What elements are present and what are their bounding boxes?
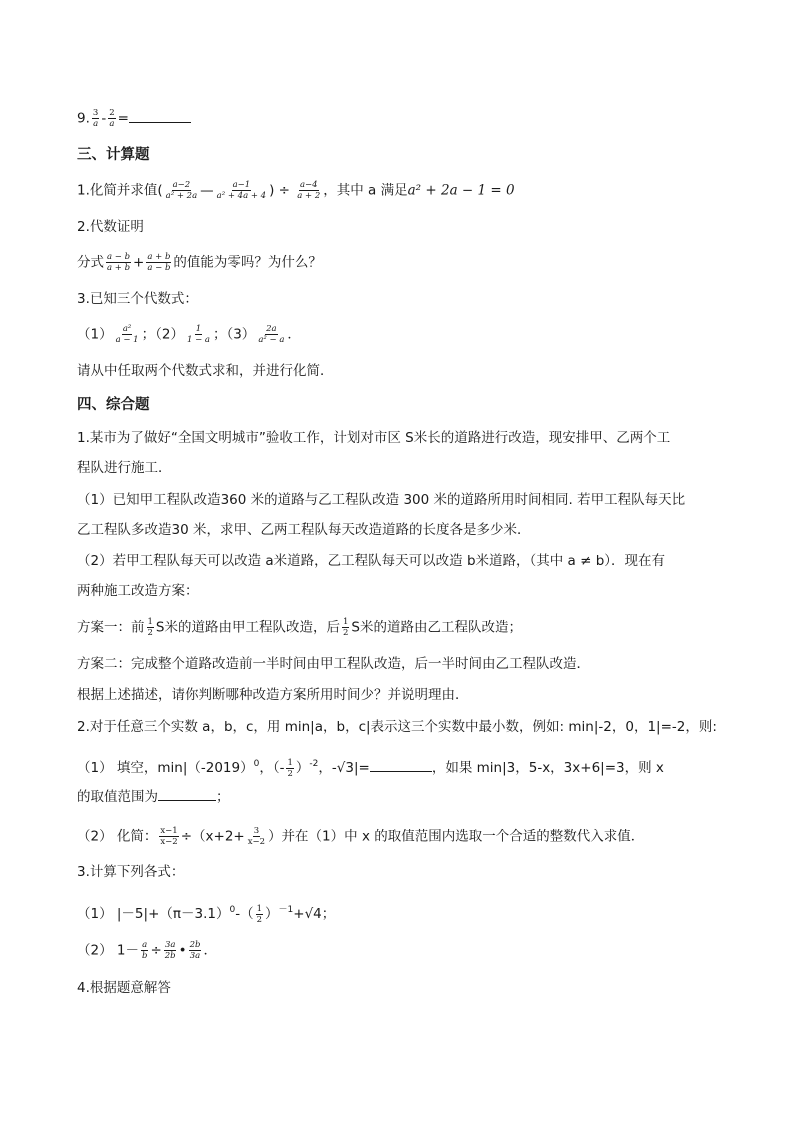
condition-equation: a² + 2a − 1 = 0 <box>407 182 515 199</box>
fraction-half: $\frac{1}{2}$ <box>343 617 349 638</box>
fraction: $\frac{\text{a²}}{a - 1}$ <box>115 324 139 345</box>
fraction: $\frac{3a}{2b}$ <box>164 940 176 961</box>
calc-question-1: 1.化简并求值( $\frac{a-2}{\text{a² + 2a}}$ — $\frac{a-1}{\text{a² + 4a + 4}}$ ) ÷ $\frac{a-4}{a + 2}$ ，其中 a 满足a² + 2a − 1 = 0 <box>77 180 515 201</box>
comp-q1-line-4: 乙工程队多改造30 米，求甲、乙两工程队每天改造道路的长度各是多少米． <box>77 522 531 538</box>
fraction: $\frac{a-1}{\text{a² + 4a + 4}}$ <box>216 180 267 201</box>
comp-q1-plan-2: 方案二：完成整个道路改造前一半时间由甲工程队改造，后一半时间由乙工程队改造． <box>77 656 590 672</box>
section-heading-calculation: 三、计算题 <box>77 147 150 163</box>
q9-label: 9. <box>77 110 90 127</box>
comp-q4-title: 4.根据题意解答 <box>77 980 171 996</box>
comp-q2-range: 的取值范围为 ； <box>77 789 230 805</box>
comp-q3-part-2: （2） 1－ $\frac{a}{b}$ ÷ $\frac{3a}{2b}$ • $\frac{2b}{3a}$ ． <box>77 940 217 961</box>
fraction: $\frac{a + b}{a - b}$ <box>147 252 171 273</box>
fraction: $\frac{a - b}{a + b}$ <box>107 252 131 273</box>
comp-q3-part-1: （1） $|-5|+(\pi-3.1)^0-$（ $\frac{1}{2}$ ）$^{-1}$+√4； <box>77 903 336 925</box>
comp-q2-line-1: 2.对于任意三个实数 a，b，c，用 min|a，b，c|表示这三个实数中最小数，例如: min|-2，0，1|=-2，则: <box>77 719 717 735</box>
fraction: $\frac{a-2}{\text{a² + 2a}}$ <box>165 180 198 201</box>
calc-question-3-expressions: （1） $\frac{\text{a²}}{a - 1}$ ；（2） $\frac{1}{1 - a}$ ；（3） $\frac{2a}{\text{a² − a}}$ ． <box>77 324 301 345</box>
fraction: $\frac{2b}{3a}$ <box>189 940 201 961</box>
fraction-half: $\frac{1}{2}$ <box>287 757 293 779</box>
fraction-half: $\frac{1}{2}$ <box>256 903 263 925</box>
fraction-half: $\frac{1}{2}$ <box>147 617 153 638</box>
calc-question-3-title: 3.已知三个代数式： <box>77 291 198 307</box>
section-heading-comprehensive: 四、综合题 <box>77 397 150 413</box>
comp-q1-ask: 根据上述描述，请你判断哪种改造方案所用时间少？并说明理由． <box>77 687 469 703</box>
comp-q1-line-1: 1.某市为了做好“全国文明城市”验收工作，计划对市区 S米长的道路进行改造，现安排甲、乙两个工 <box>77 430 671 446</box>
answer-blank[interactable] <box>158 788 216 801</box>
answer-blank[interactable] <box>370 759 432 772</box>
fraction: $\frac{x-1}{x-2}$ <box>160 826 178 847</box>
comp-q1-plan-1: 方案一：前 $\frac{1}{2}$ S米的道路由甲工程队改造，后 $\frac{1}{2}$ S米的道路由乙工程队改造； <box>77 617 522 638</box>
fraction: $\frac{a-4}{a + 2}$ <box>297 180 321 201</box>
comp-q2-simplify: （2） 化简： $\frac{x-1}{x-2}$ ÷（x+2+ $\frac{3}{x-2}$ ）并在（1）中 x 的取值范围内选取一个合适的整数代入求值． <box>77 826 645 847</box>
calc-question-2-body: 分式 $\frac{a - b}{a + b}$ + $\frac{a + b}{a - b}$ 的值能为零吗？为什么？ <box>77 252 322 273</box>
comp-q1-line-5: （2）若甲工程队每天可以改造 a米道路，乙工程队每天可以改造 b米道路，（其中 a ≠ b）．现在有 <box>77 553 666 569</box>
answer-blank[interactable] <box>129 110 191 123</box>
question-9: 9. $\frac{3}{a}$ - $\frac{2}{a}$ = <box>77 108 191 129</box>
fraction: $\frac{a}{b}$ <box>141 940 148 961</box>
fraction: $\frac{2a}{\text{a² − a}}$ <box>258 324 285 345</box>
q9-fraction-2: $\frac{2}{a}$ <box>109 108 115 129</box>
comp-q1-line-3: （1）已知甲工程队改造360 米的道路与乙工程队改造 300 米的道路所用时间相同. 若甲工程队每天比 <box>77 492 686 508</box>
fraction: $\frac{1}{1 - a}$ <box>186 324 210 345</box>
comp-q1-line-6: 两种施工改造方案： <box>77 583 199 599</box>
comp-q2-fill: （1） 填空，$\min|(-2019)^0$，（- $\frac{1}{2}$ ）$^{-2}$，-√3|= ，如果 min|3，5-x，3x+6|=3，则 x <box>77 757 664 779</box>
calc-question-3-ask: 请从中任取两个代数式求和，并进行化简． <box>77 363 334 379</box>
calc-question-2-title: 2.代数证明 <box>77 219 144 235</box>
comp-q3-title: 3.计算下列各式： <box>77 864 185 880</box>
fraction: $\frac{3}{x-2}$ <box>247 826 266 847</box>
comp-q1-line-2: 程队进行施工． <box>77 460 172 476</box>
q9-fraction-1: $\frac{3}{a}$ <box>92 108 99 129</box>
